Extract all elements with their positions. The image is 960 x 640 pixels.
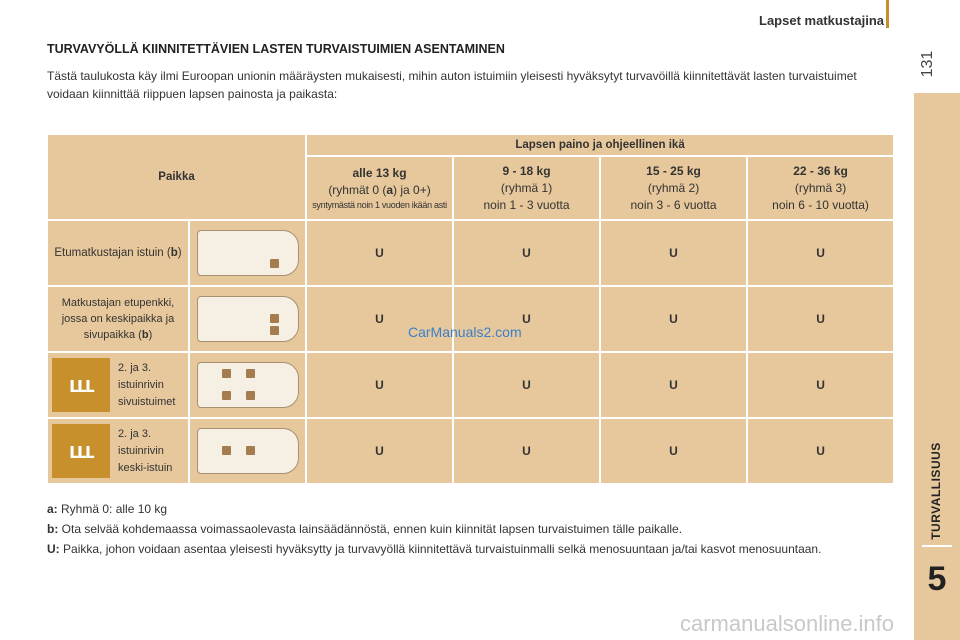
row-label: 2. ja 3. istuinrivin keski-istuin xyxy=(118,427,173,474)
column-weight: 15 - 25 kg xyxy=(646,164,701,178)
column-group: (ryhmä 1) xyxy=(500,181,553,195)
column-group: (ryhmä 2) xyxy=(647,181,700,195)
section-title: Lapset matkustajina xyxy=(759,13,884,28)
table-cell: U xyxy=(748,419,893,483)
table-cell: U xyxy=(307,353,452,417)
rear-seats-icon: ʟʟʟ xyxy=(52,424,110,478)
table-cell: U xyxy=(454,419,599,483)
watermark: CarManuals2.com xyxy=(408,324,522,340)
row-label-cell xyxy=(48,353,188,417)
footnotes xyxy=(47,500,877,560)
table-cell: U xyxy=(601,419,746,483)
group-header: Lapsen paino ja ohjeellinen ikä xyxy=(307,135,893,155)
van-diagram xyxy=(190,221,305,285)
column-age: syntymästä noin 1 vuoden ikään asti xyxy=(312,200,447,210)
chapter-divider xyxy=(922,545,952,547)
row-label-cell xyxy=(48,419,188,483)
column-weight: 22 - 36 kg xyxy=(793,164,848,178)
sidebar-label: TURVALLISUUS xyxy=(929,442,943,540)
column-age: noin 3 - 6 vuotta xyxy=(630,198,717,212)
header-accent-bar xyxy=(886,0,889,28)
van-diagram xyxy=(190,419,305,483)
table-cell: U xyxy=(748,221,893,285)
page-heading: TURVAVYÖLLÄ KIINNITETTÄVIEN LASTEN TURVAISTUIMIEN ASENTAMINEN xyxy=(47,42,505,56)
van-diagram xyxy=(190,353,305,417)
footnote: a: Ryhmä 0: alle 10 kg xyxy=(47,502,168,516)
table-cell: U xyxy=(307,287,452,351)
footnote: U: Paikka, johon voidaan asentaa yleisesti hyväksytty ja turvavyöllä kiinnitettävä turvaistuinmalli selkä menosuuntaan ja/tai kasvot menosuuntaan. xyxy=(47,542,822,556)
footer-watermark: carmanualsonline.info xyxy=(680,611,895,636)
column-age: noin 6 - 10 vuotta) xyxy=(772,198,869,212)
column-header xyxy=(454,157,599,219)
chapter-sidebar xyxy=(914,93,960,640)
van-diagram xyxy=(190,287,305,351)
column-weight: 9 - 18 kg xyxy=(502,164,551,178)
table-cell: U xyxy=(307,419,452,483)
row-label: Matkustajan etupenkki, jossa on keskipaikka ja sivupaikka (b) xyxy=(48,287,188,351)
row-label: 2. ja 3. istuinrivin sivuistuimet xyxy=(118,361,176,408)
table-cell: U xyxy=(454,287,599,351)
place-header: Paikka xyxy=(48,135,305,219)
column-age: noin 1 - 3 vuotta xyxy=(483,198,570,212)
table-cell: U xyxy=(601,353,746,417)
footnote: b: Ota selvää kohdemaassa voimassaolevasta lainsäädännöstä, ennen kuin kiinnität lapsen turvaistuimen tälle paikalle. xyxy=(47,522,683,536)
table-cell: U xyxy=(748,353,893,417)
column-header xyxy=(601,157,746,219)
column-header xyxy=(307,157,452,219)
table-cell: U xyxy=(601,221,746,285)
column-weight: alle 13 kg xyxy=(352,166,407,180)
chapter-number: 5 xyxy=(927,560,947,598)
table-cell: U xyxy=(454,221,599,285)
rear-seats-icon: ʟʟʟ xyxy=(52,358,110,412)
page-number: 131 xyxy=(919,50,936,78)
column-group: (ryhmät 0 (a) ja 0+) xyxy=(328,183,431,197)
table-cell: U xyxy=(454,353,599,417)
row-label: Etumatkustajan istuin (b) xyxy=(48,221,188,285)
intro-text: Tästä taulukosta käy ilmi Euroopan unionin määräysten mukaisesti, mihin auton istuimiin yleisesti hyväksytyt turvavöillä kiinnitettävät lasten turvaistuimet voidaan kiinnittää riippuen lapsen painosta ja paikasta: xyxy=(47,69,857,101)
child-seat-table xyxy=(46,133,895,485)
column-header xyxy=(748,157,893,219)
table-cell: U xyxy=(601,287,746,351)
table-cell: U xyxy=(307,221,452,285)
table-cell: U xyxy=(748,287,893,351)
column-group: (ryhmä 3) xyxy=(794,181,847,195)
